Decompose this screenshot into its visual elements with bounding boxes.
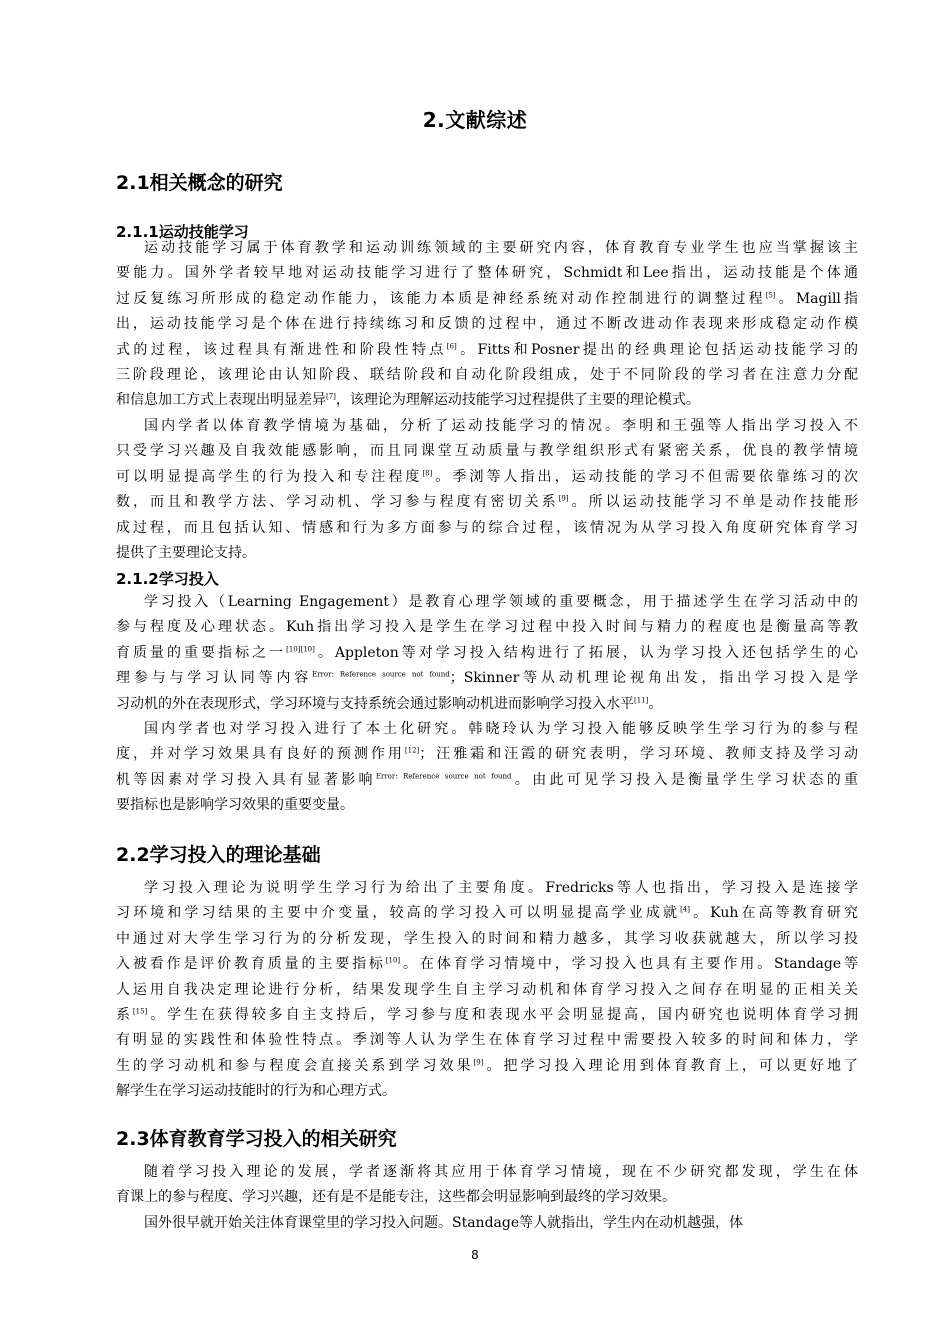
text-line: 机等因素对学习投入具有显著影响$^{Error: Reference source not found}$。由此可见学习投入是衡量学生学习状态的重: [116, 771, 859, 788]
paragraph-2-3-b: [116, 1211, 858, 1236]
text-line: 系[15]。学生在获得较多自主支持后，学习参与度和表现水平会明显提高，国内研究也说明体育学习拥: [116, 1006, 858, 1023]
section-heading-2-3: 2.3体育教育学习投入的相关研究: [116, 1128, 397, 1150]
text-line: 出，运动技能学习是个体在进行持续练习和反馈的过程中，通过不断改进动作表现来形成稳定动作模: [116, 316, 858, 333]
text-line: 要指标也是影响学习效果的重要变量。: [116, 797, 354, 814]
paragraph-2-1-1-b: [116, 414, 858, 566]
section-heading-2-1: 2.1相关概念的研究: [116, 172, 283, 194]
text-line: 育课上的参与程度、学习兴趣，还有是不是能专注，这些都会明显影响到最终的学习效果。: [116, 1189, 676, 1206]
text-line: 入被看作是评价教育质量的主要指标[10]。在体育学习情境中，学习投入也具有主要作用。Standage等: [116, 956, 858, 973]
text-line: 中通过对大学生学习行为的分析发现，学生投入的时间和精力越多，其学习收获就越大，所以学习投: [116, 930, 858, 947]
text-line: 运动技能学习属于体育教学和运动训练领域的主要研究内容，体育教育专业学生也应当掌握该主: [144, 240, 858, 256]
text-line: 理参与与学习认同等内容$^{Error: Reference source not found}$；Skinner等从动机理论视角出发，指出学习投入是学: [116, 670, 859, 687]
text-line: 成过程，而且包括认知、情感和行为多方面参与的综合过程，该情况为从学习投入角度研究体育学习: [116, 519, 858, 536]
text-line: 育质量的重要指标之一[10][10]。Appleton等对学习投入结构进行了拓展，认为学习投入还包括学生的心: [116, 644, 859, 661]
text-line: 可以明显提高学生的行为投入和专注程度[8]。季浏等人指出，运动技能的学习不但需要依靠练习的次: [116, 468, 859, 485]
paragraph-2-1-1-a: [116, 236, 858, 414]
page-number: 8: [471, 1248, 479, 1262]
paragraph-2-3-a: [116, 1160, 858, 1211]
text-line: 学习投入理论为说明学生学习行为给出了主要角度。Fredricks等人也指出，学习投入是连接学: [144, 880, 858, 896]
subsection-heading-2-1-1: 2.1.1运动技能学习: [116, 223, 249, 241]
text-line: 人运用自我决定理论进行分析，结果发现学生自主学习动机和体育学习投入之间存在明显的正相关关: [116, 981, 858, 998]
text-line: 数，而且和教学方法、学习动机、学习参与程度有密切关系[9]。所以运动技能学习不单是动作技能形: [116, 494, 859, 511]
text-line: 学习投入（Learning Engagement）是教育心理学领域的重要概念，用于描述学生在学习活动中的: [144, 594, 858, 610]
text-line: 三阶段理论，该理论由认知阶段、联结阶段和自动化阶段组成，处于不同阶段的学习者在注意力分配: [116, 366, 858, 383]
section-heading-2-2: 2.2学习投入的理论基础: [116, 844, 321, 866]
text-line: 提供了主要理论支持。: [116, 544, 256, 561]
text-line: 要能力。国外学者较早地对运动技能学习进行了整体研究，Schmidt和Lee指出，运动技能是个体通: [116, 265, 858, 282]
text-line: 解学生在学习运动技能时的行为和心理方式。: [116, 1083, 396, 1100]
text-line: 国内学者也对学习投入进行了本土化研究。韩晓玲认为学习投入能够反映学生学习行为的参与程: [144, 721, 858, 737]
text-line: 参与程度及心理状态。Kuh指出学习投入是学生在学习过程中投入时间与精力的程度也是衡量高等教: [116, 619, 858, 636]
text-line: 随着学习投入理论的发展，学者逐渐将其应用于体育学习情境，现在不少研究都发现，学生在体: [144, 1164, 858, 1180]
text-line: 习动机的外在表现形式，学习环境与支持系统会通过影响动机进而影响学习投入水平[11]。: [116, 695, 663, 712]
text-line: 和信息加工方式上表现出明显差异[7]，该理论为理解运动技能学习过程提供了主要的理论模式。: [116, 392, 700, 409]
text-line: 生的学习动机和参与程度会直接关系到学习效果[9]。把学习投入理论用到体育教育上，可以更好地了: [116, 1057, 859, 1074]
paragraph-2-1-2-a: [116, 590, 858, 717]
subsection-heading-2-1-2: 2.1.2学习投入: [116, 570, 219, 588]
paragraph-2-1-2-b: [116, 717, 858, 819]
chapter-title: 2.文献综述: [422, 108, 528, 132]
text-line: 国外很早就开始关注体育课堂里的学习投入问题。Standage等人就指出，学生内在动机越强，体: [144, 1215, 744, 1231]
text-line: 度，并对学习效果具有良好的预测作用[12]；汪雅霜和汪霞的研究表明，学习环境、教师支持及学习动: [116, 746, 859, 763]
text-line: 过反复练习所形成的稳定动作能力，该能力本质是神经系统对动作控制进行的调整过程[5]。Magill指: [116, 290, 859, 307]
text-line: 习环境和学习结果的主要中介变量，较高的学习投入可以明显提高学业成就[4]。Kuh在高等教育研究: [116, 905, 859, 922]
text-line: 只受学习兴趣及自我效能感影响，而且同课堂互动质量与教学组织形式有紧密关系，优良的教学情境: [116, 443, 858, 460]
text-line: 式的过程，该过程具有渐进性和阶段性特点[6]。Fitts和Posner提出的经典理论包括运动技能学习的: [116, 341, 859, 358]
text-line: 国内学者以体育教学情境为基础，分析了运动技能学习的情况。李明和王强等人指出学习投入不: [144, 418, 858, 434]
paragraph-2-2-a: [116, 876, 858, 1105]
text-line: 有明显的实践性和体验性特点。季浏等人认为学生在体育学习过程中需要投入较多的时间和体力，学: [116, 1032, 858, 1049]
